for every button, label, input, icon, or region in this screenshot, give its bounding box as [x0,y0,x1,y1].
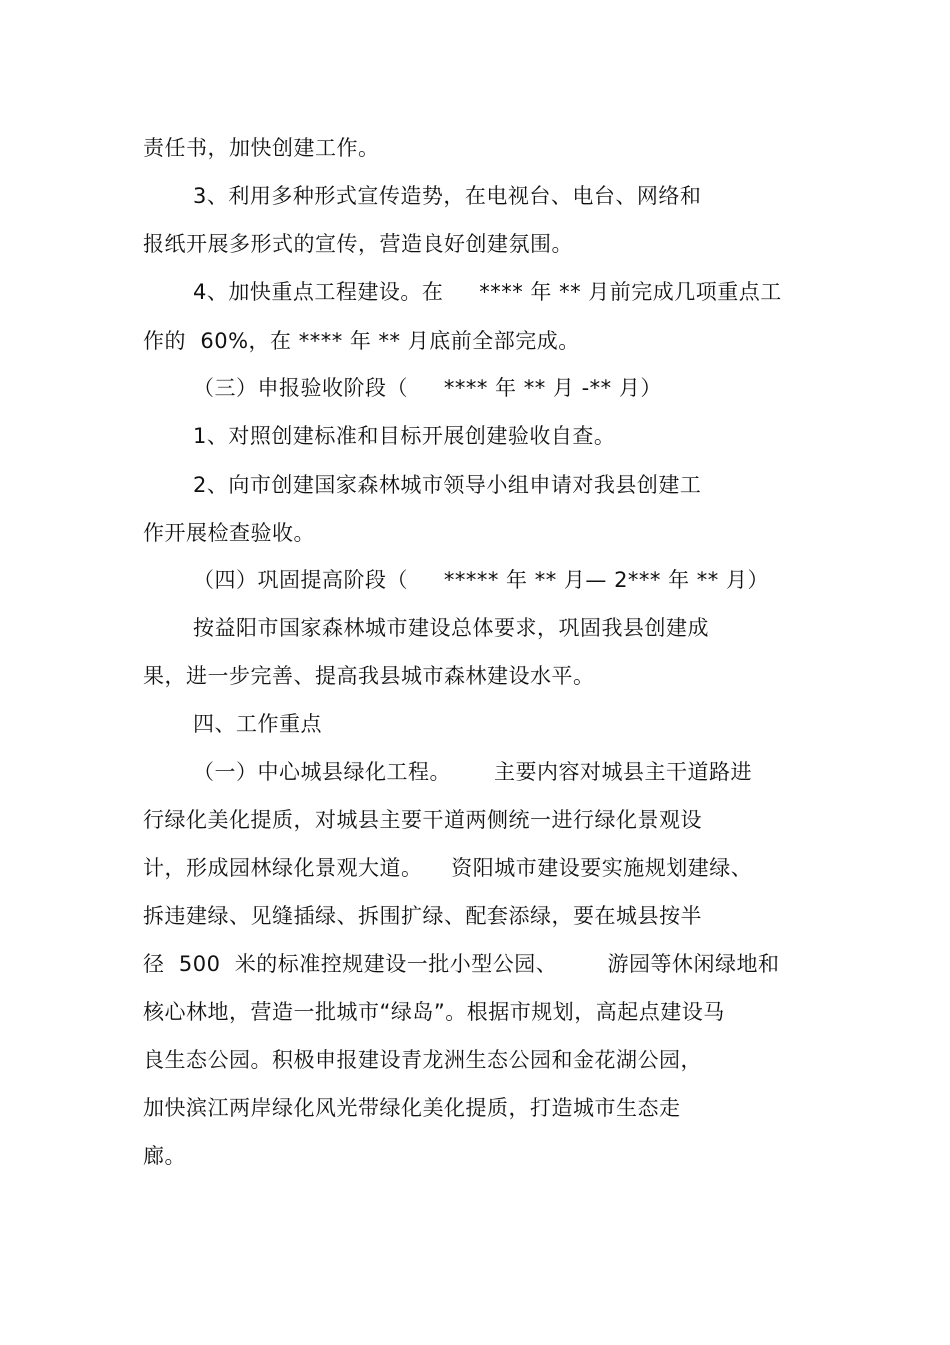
paragraph-line: 报纸开展多形式的宣传，营造良好创建氛围。 [143,232,573,256]
paragraph-line: 径 500 米的标准控规建设一批小型公园、 游园等休闲绿地和 [143,952,780,976]
paragraph-line: 按益阳市国家森林城市建设总体要求，巩固我县创建成 [193,616,709,640]
section-heading: 四、工作重点 [193,712,322,736]
paragraph-line: 作开展检查验收。 [143,521,315,545]
paragraph-line: 拆违建绿、见缝插绿、拆围扩绿、配套添绿，要在城县按半 [143,904,702,928]
paragraph-line: 2、向市创建国家森林城市领导小组申请对我县创建工 [193,473,702,497]
paragraph-line: 4、加快重点工程建设。在 **** 年 ** 月前完成几项重点工 [193,280,782,304]
paragraph-line: 3、利用多种形式宣传造势，在电视台、电台、网络和 [193,184,702,208]
paragraph-line: 良生态公园。积极申报建设青龙洲生态公园和金花湖公园， [143,1048,702,1072]
section-heading: （三）申报验收阶段（ **** 年 ** 月 -** 月） [193,376,662,400]
paragraph-line: 责任书，加快创建工作。 [143,136,380,160]
paragraph-line: 计，形成园林绿化景观大道。 资阳城市建设要实施规划建绿、 [143,856,753,880]
section-heading: （四）巩固提高阶段（ ***** 年 ** 月— 2*** 年 ** 月） [193,568,769,592]
paragraph-line: 行绿化美化提质，对城县主要干道两侧统一进行绿化景观设 [143,808,702,832]
paragraph-line: （一）中心城县绿化工程。 主要内容对城县主干道路进 [193,760,753,784]
paragraph-line: 核心林地，营造一批城市“绿岛”。根据市规划，高起点建设马 [143,1000,725,1024]
paragraph-line: 廊。 [143,1144,186,1168]
paragraph-line: 作的 60%，在 **** 年 ** 月底前全部完成。 [143,329,580,353]
paragraph-line: 1、对照创建标准和目标开展创建验收自查。 [193,424,616,448]
paragraph-line: 加快滨江两岸绿化风光带绿化美化提质，打造城市生态走 [143,1096,681,1120]
paragraph-line: 果，进一步完善、提高我县城市森林建设水平。 [143,664,595,688]
